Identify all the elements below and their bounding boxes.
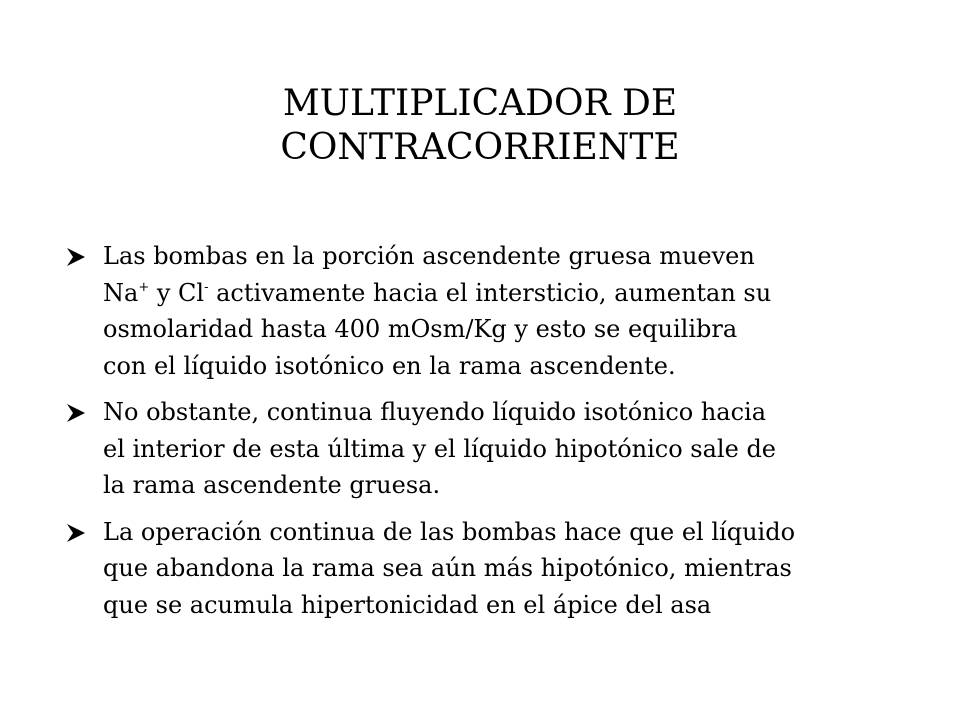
chloride-text: y Cl bbox=[149, 278, 205, 307]
bullet-1-line-2 bbox=[103, 275, 926, 312]
bullet-3-line-1: La operación continua de las bombas hace que el líquido bbox=[103, 517, 796, 546]
bullet-3-line-3: que se acumula hipertonicidad en el ápice del asa bbox=[103, 590, 712, 619]
bullet-1-line-4: con el líquido isotónico en la rama ascendente. bbox=[103, 351, 676, 380]
arrow-head-bullet-icon bbox=[66, 523, 86, 543]
chloride-charge: - bbox=[204, 279, 209, 295]
bullet-list bbox=[66, 238, 926, 633]
bullet-2-line-2: el interior de esta última y el líquido hipotónico sale de bbox=[103, 434, 777, 463]
bullet-2-line-1: No obstante, continua fluyendo líquido isotónico hacia bbox=[103, 398, 767, 426]
sodium-charge: + bbox=[138, 279, 150, 295]
bullet-2-line-3: la rama ascendente gruesa. bbox=[103, 471, 441, 499]
bullet-1-line-2-rest: activamente hacia el intersticio, aumentan su bbox=[208, 278, 772, 307]
arrow-head-bullet-icon bbox=[66, 403, 86, 423]
arrow-head-bullet-icon bbox=[66, 247, 86, 267]
bullet-item-2 bbox=[66, 394, 926, 504]
slide-title-line-2: CONTRACORRIENTE bbox=[280, 127, 680, 168]
slide-title bbox=[0, 82, 960, 170]
bullet-1-line-3: osmolaridad hasta 400 mOsm/Kg y esto se equilibra bbox=[103, 315, 738, 343]
bullet-1-line-1: Las bombas en la porción ascendente gruesa mueven bbox=[103, 242, 755, 270]
bullet-item-1 bbox=[66, 238, 926, 384]
bullet-item-3 bbox=[66, 514, 926, 624]
sodium-symbol: Na bbox=[103, 278, 139, 307]
slide-title-line-1: MULTIPLICADOR DE bbox=[282, 83, 678, 124]
bullet-3-line-2: que abandona la rama sea aún más hipotónico, mientras bbox=[103, 554, 792, 582]
